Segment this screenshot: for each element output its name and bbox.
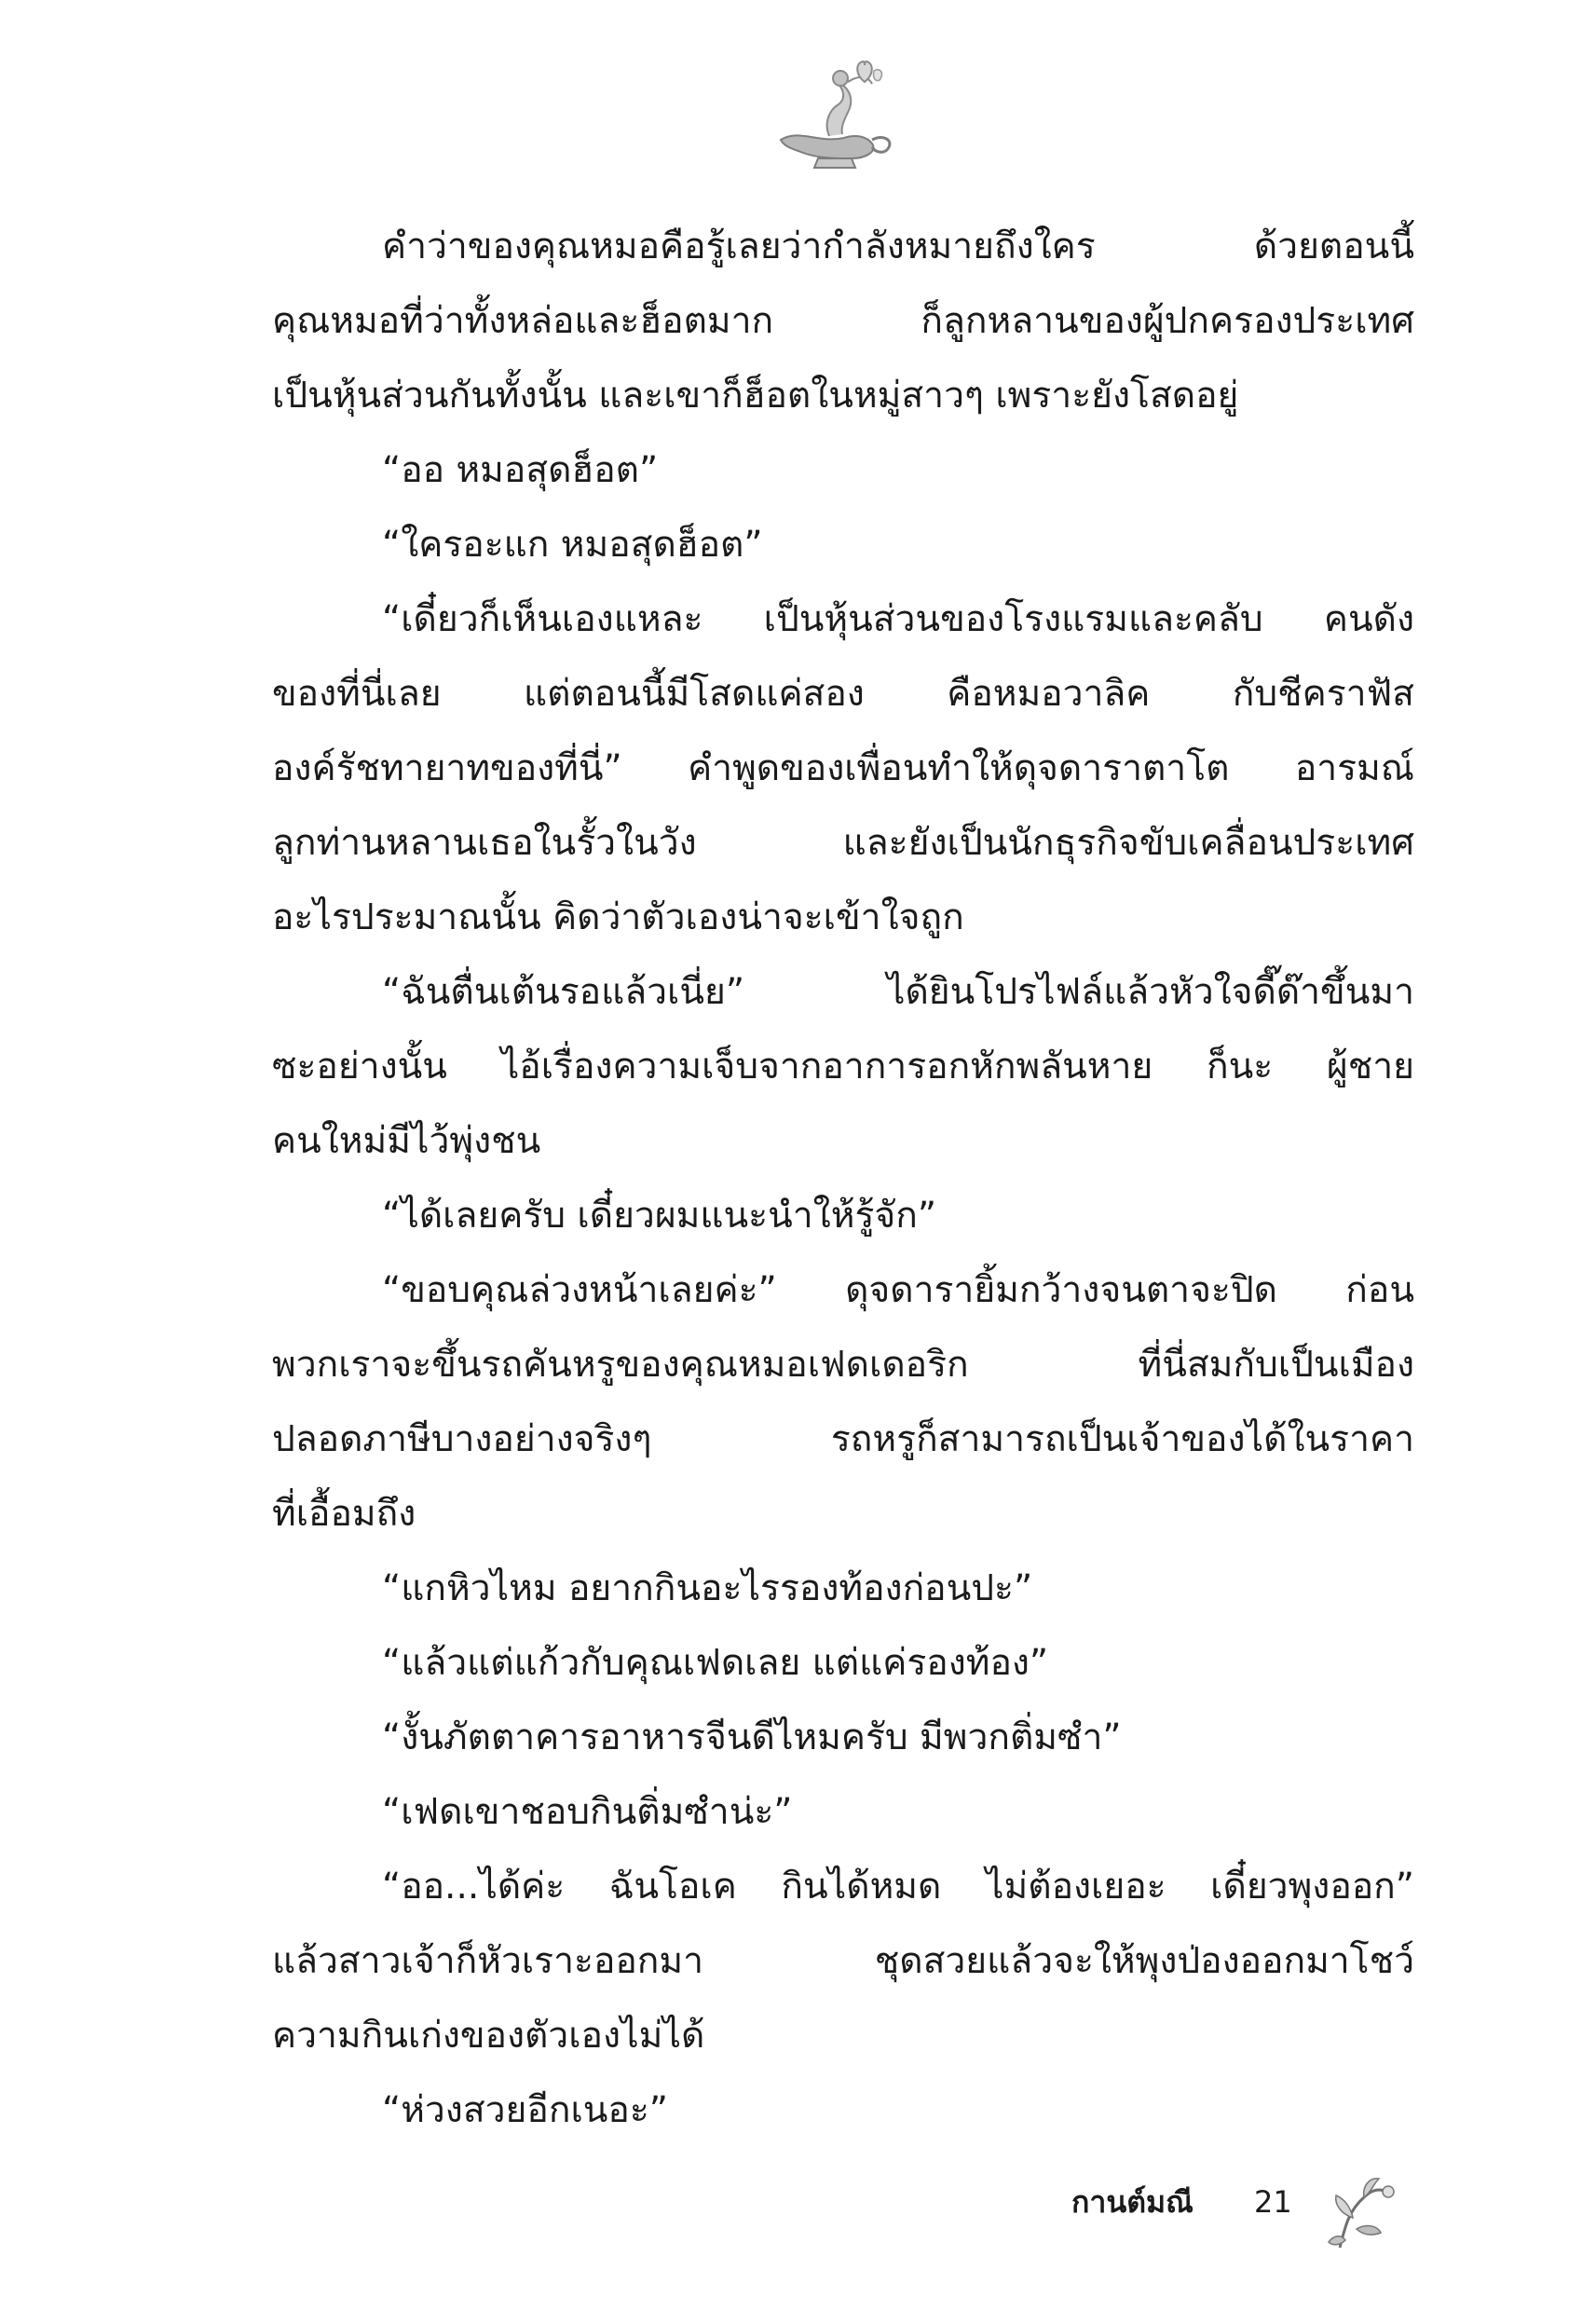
dialogue-line: “เฟดเขาชอบกินติ่มซำน่ะ” [382,1791,793,1833]
page-number: 21 [1254,2184,1292,2220]
paragraph-line: “เดี๋ยวก็เห็นเองแหละ เป็นหุ้นส่วนของโรงแรมและคลับ คนดัง [382,598,1414,640]
paragraph-line: ลูกท่านหลานเธอในรั้วในวัง และยังเป็นนักธุรกิจขับเคลื่อนประเทศ [272,822,1414,864]
paragraph-line: ที่เอื้อมถึง [272,1493,416,1535]
paragraph-line: “ออ...ได้ค่ะ ฉันโอเค กินได้หมด ไม่ต้องเยอะ เดี๋ยวพุงออก” [382,1866,1414,1908]
paragraph-line: คำว่าของคุณหมอคือรู้เลยว่ากำลังหมายถึงใคร ด้วยตอนนี้ [382,226,1414,267]
paragraph-line: เป็นหุ้นส่วนกันทั้งนั้น และเขาก็ฮ็อตในหมู่สาวๆ เพราะยังโสดอยู่ [272,375,1239,417]
paragraph-line: ของที่นี่เลย แต่ตอนนี้มีโสดแค่สอง คือหมอวาลิค กับชีคราฟัส [272,673,1414,715]
dialogue-line: “แกหิวไหม อยากกินอะไรรองท้องก่อนปะ” [382,1567,1033,1609]
paragraph-line: พวกเราจะขึ้นรถคันหรูของคุณหมอเฟดเดอริก ที่นี่สมกับเป็นเมือง [272,1344,1414,1386]
paragraph-line: ความกินเก่งของตัวเองไม่ได้ [272,2015,705,2057]
page-footer [1071,2169,1444,2235]
paragraph-line: “ขอบคุณล่วงหน้าเลยค่ะ” ดุจดารายิ้มกว้างจนตาจะปิด ก่อน [382,1269,1414,1311]
paragraph-line: ปลอดภาษีบางอย่างจริงๆ รถหรูก็สามารถเป็นเจ้าของได้ในราคา [272,1418,1414,1460]
paragraph-line: องค์รัชทายาทของที่นี่” คำพูดของเพื่อนทำให้ดุจดาราตาโต อารมณ์ [272,747,1414,789]
author-name: กานต์มณี [1071,2184,1194,2220]
paragraph-line: “ฉันตื่นเต้นรอแล้วเนี่ย” ได้ยินโปรไฟล์แล้วหัวใจดี๊ด๊าขึ้นมา [382,971,1414,1013]
dialogue-line: “ห่วงสวยอีกเนอะ” [382,2089,669,2131]
dialogue-line: “ใครอะแก หมอสุดฮ็อต” [382,524,763,566]
dialogue-line: “ออ หมอสุดฮ็อต” [382,449,659,491]
floral-corner-ornament-icon [1321,2169,1405,2253]
dialogue-line: “งั้นภัตตาคารอาหารจีนดีไหมครับ มีพวกติ่มซำ” [382,1716,1122,1758]
dialogue-line: “ได้เลยครับ เดี๋ยวผมแนะนำให้รู้จัก” [382,1195,937,1237]
paragraph-line: ซะอย่างนั้น ไอ้เรื่องความเจ็บจากอาการอกหักพลันหาย ก็นะ ผู้ชาย [272,1046,1414,1087]
dialogue-line: “แล้วแต่แก้วกับคุณเฟดเลย แต่แค่รองท้อง” [382,1642,1049,1684]
paragraph-line: คนใหม่มีไว้พุ่งชน [272,1120,541,1162]
paragraph-line: คุณหมอที่ว่าทั้งหล่อและฮ็อตมาก ก็ลูกหลานของผู้ปกครองประเทศ [272,300,1414,342]
paragraph-line: อะไรประมาณนั้น คิดว่าตัวเองน่าจะเข้าใจถูก [272,896,964,938]
genie-lamp-ornament-icon [762,54,902,175]
paragraph-line: แล้วสาวเจ้าก็หัวเราะออกมา ชุดสวยแล้วจะให้พุงป่องออกมาโชว์ [272,1940,1414,1982]
